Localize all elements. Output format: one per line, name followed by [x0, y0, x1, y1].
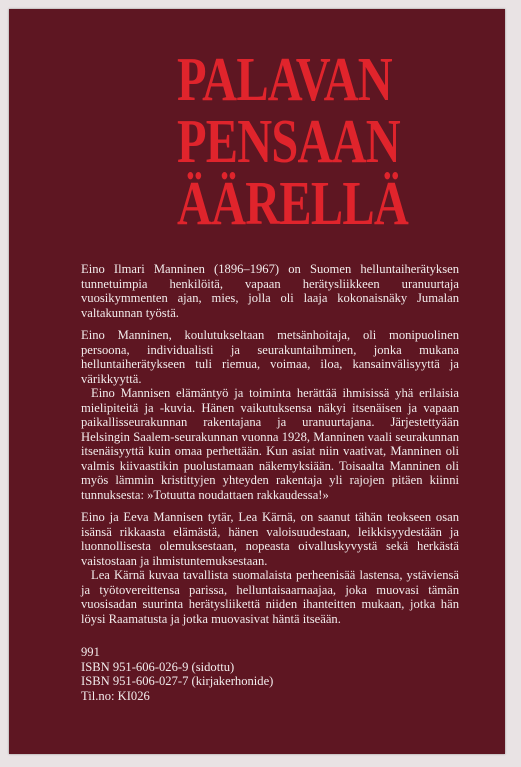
- title-line-2: PENSAAN: [177, 108, 400, 176]
- blurb-paragraph-3: Eino Mannisen elämäntyö ja toiminta herättää ihmisissä yhä erilaisia mielipiteitä ja -kuvia. Hänen vaikutuksensa näkyi itsenäisen ja vapaan paikallisseurakunnan rakentajana ja uranuurtajana. Järjestettyään Helsingin Saalem-seurakunnan vuonna 1928, Manninen vaali seurakunnan itsenäisyyttä kuin omaa perhettään. Kun asiat niin vaativat, Manninen oli valmis kiivaastikin puolustamaan näkemyksiään. Toisaalta Manninen oli myös lämmin kristittyjen yhteyden rakentaja yli rajojen pitäen kiinni tunnuksesta: »Totuutta noudattaen rakkaudessa!»: [81, 386, 459, 502]
- order-number: Til.no: KI026: [81, 688, 150, 703]
- blurb-paragraph-5: Lea Kärnä kuvaa tavallista suomalaista perheenisää lastensa, ystäviensä ja työtovereittensa parissa, helluntaisaarnaajaa, joka muovasi tämän vuosisadan suurinta herätysliikettä niiden ihanteitten mukaan, jotka hän löysi Raamatusta ja jotka muovasivat häntä itseään.: [81, 568, 459, 626]
- title-line-3: ÄÄRELLÄ: [177, 170, 409, 238]
- publication-info: [81, 645, 273, 703]
- classification-number: 991: [81, 645, 100, 659]
- isbn-hardcover: ISBN 951-606-026-9 (sidottu): [81, 659, 235, 674]
- book-title: [177, 46, 409, 238]
- isbn-paperback: ISBN 951-606-027-7 (kirjakerhonide): [81, 674, 274, 688]
- blurb-paragraph-1: Eino Ilmari Manninen (1896–1967) on Suomen helluntaiherätyksen tunnetuimpia henkilöitä, vapaan herätysliikkeen uranuurtaja vuosikymmenten ajan, mies, jolla oli laaja kokonaisnäky Jumalan valtakunnan työstä.: [81, 262, 459, 320]
- blurb: [81, 262, 459, 626]
- blurb-paragraph-2: Eino Manninen, koulutukseltaan metsänhoitaja, oli monipuolinen persoona, individualisti ja seurakuntaihminen, jonka mukana helluntaiherätykseen tuli riemua, voimaa, iloa, kansainvälisyyttä ja värikkyyttä.: [81, 328, 459, 386]
- blurb-paragraph-4: Eino ja Eeva Mannisen tytär, Lea Kärnä, on saanut tähän teokseen osan isänsä rikkaasta elämästä, hänen valoisuudestaan, leikkisyydestään ja luonnollisesta olemuksestaan, nopeasta oivalluskyvystä sekä herkästä vaistostaan ja ihmistuntemuksestaan.: [81, 510, 459, 568]
- title-line-1: PALAVAN: [177, 46, 392, 114]
